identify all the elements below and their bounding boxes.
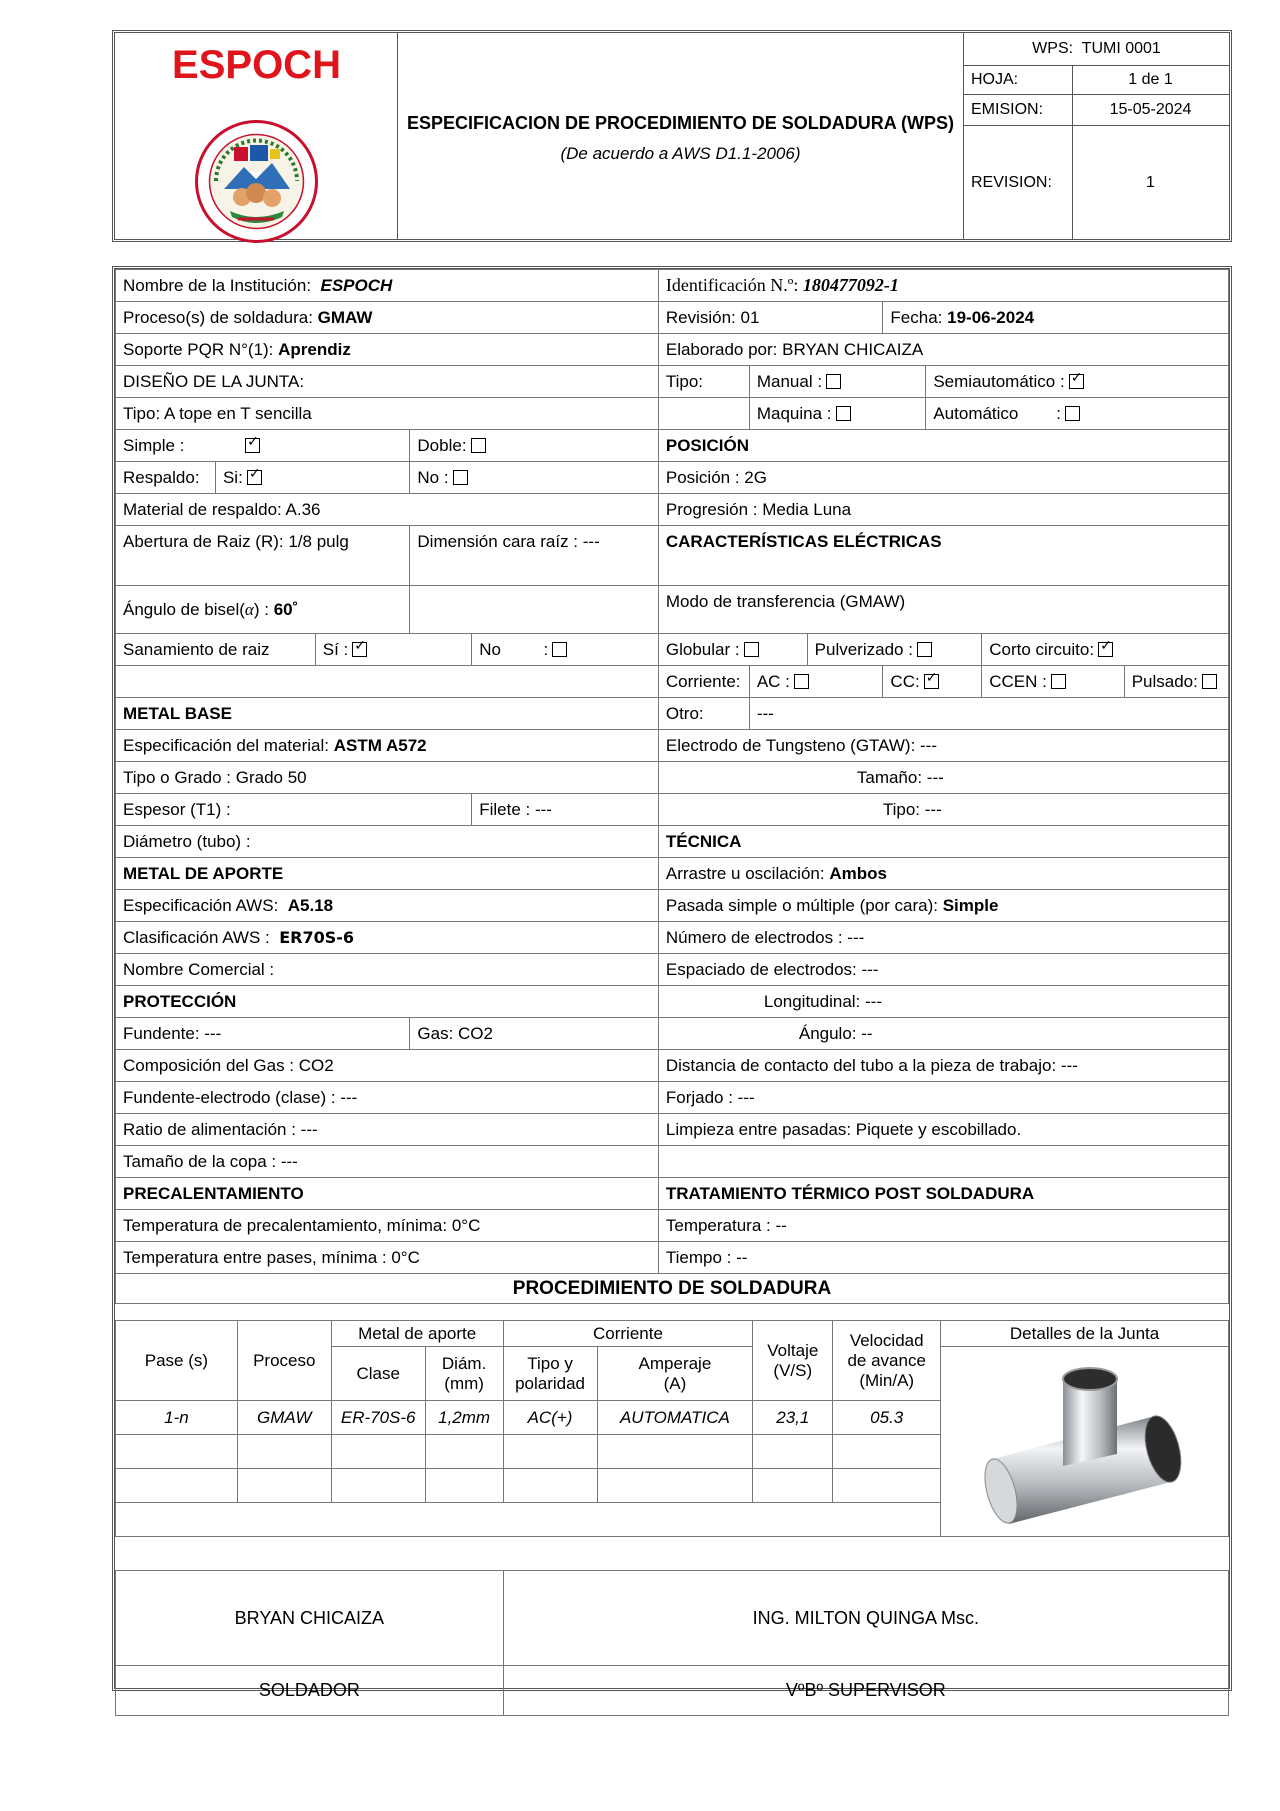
posicion-header: POSICIÓN bbox=[658, 430, 1228, 462]
tipo-polaridad-header: Tipo y polaridad bbox=[503, 1347, 597, 1401]
material-respaldo-cell: Material de respaldo: A.36 bbox=[116, 494, 659, 526]
automatico-checkbox[interactable] bbox=[1065, 406, 1080, 421]
tipo-gtaw-cell: Tipo: --- bbox=[658, 794, 1228, 826]
diam-value: 1,2mm bbox=[425, 1401, 503, 1435]
form-row bbox=[116, 302, 1229, 334]
empty-cell bbox=[658, 1146, 1228, 1178]
respaldo-no-checkbox[interactable] bbox=[453, 470, 468, 485]
pasada-value: Simple bbox=[942, 895, 999, 915]
soporte-value: Aprendiz bbox=[278, 339, 351, 359]
wps-value: TUMI 0001 bbox=[1081, 40, 1161, 57]
proceso-header: Proceso bbox=[237, 1321, 331, 1401]
clasificacion-aws-value: ER70S-6 bbox=[279, 927, 355, 947]
espec-material-value: ASTM A572 bbox=[333, 735, 427, 755]
arrastre-cell: Arrastre u oscilación: Ambos bbox=[658, 858, 1228, 890]
metal-base-header: METAL BASE bbox=[116, 698, 659, 730]
angulo-bisel-cell: Ángulo de bisel(α) : 60˚ bbox=[116, 586, 410, 634]
form-row bbox=[116, 890, 1229, 922]
pases-header: Pase (s) bbox=[116, 1321, 238, 1401]
ratio-alimentacion-cell: Ratio de alimentación : --- bbox=[116, 1114, 659, 1146]
cc-cell: CC:✓ bbox=[883, 666, 982, 698]
fundente-cell: Fundente: --- bbox=[116, 1018, 410, 1050]
temperatura-cell: Temperatura : -- bbox=[658, 1210, 1228, 1242]
nombre-comercial-cell: Nombre Comercial : bbox=[116, 954, 659, 986]
form-row bbox=[116, 398, 1229, 430]
doble-cell: Doble: bbox=[410, 430, 658, 462]
espec-aws-value: A5.18 bbox=[287, 895, 334, 915]
form-row bbox=[116, 858, 1229, 890]
dimension-cara-cell: Dimensión cara raíz : --- bbox=[410, 526, 658, 586]
amperaje-value: AUTOMATICA bbox=[597, 1401, 753, 1435]
espoch-logo-text: ESPOCH bbox=[172, 43, 341, 87]
form-row bbox=[116, 334, 1229, 366]
respaldo-cell: Respaldo: bbox=[116, 462, 216, 494]
caracteristicas-header: CARACTERÍSTICAS ELÉCTRICAS bbox=[658, 526, 1228, 586]
form-row bbox=[116, 954, 1229, 986]
identificacion-cell: Identificación N.º: 180477092-1 bbox=[658, 270, 1228, 302]
fecha-cell: Fecha: 19-06-2024 bbox=[883, 302, 1229, 334]
angulo-bisel-value: 60˚ bbox=[273, 599, 299, 619]
num-electrodos-cell: Número de electrodos : --- bbox=[658, 922, 1228, 954]
tipo-label-cell: Tipo: bbox=[658, 366, 749, 398]
form-row bbox=[116, 586, 1229, 634]
metal-aporte-col-header: Metal de aporte bbox=[331, 1321, 503, 1347]
detalles-junta-header: Detalles de la Junta bbox=[941, 1321, 1229, 1347]
respaldo-no-cell: No : bbox=[410, 462, 658, 494]
form-row bbox=[116, 826, 1229, 858]
form-row bbox=[116, 986, 1229, 1018]
corto-circuito-checkbox[interactable] bbox=[1098, 642, 1113, 657]
elaborado-cell: Elaborado por: BRYAN CHICAIZA bbox=[658, 334, 1228, 366]
corriente-col-header: Corriente bbox=[503, 1321, 753, 1347]
pulsado-cell: Pulsado: bbox=[1124, 666, 1228, 698]
abertura-cell: Abertura de Raiz (R): 1/8 pulg bbox=[116, 526, 410, 586]
pasada-cell: Pasada simple o múltiple (por cara): Simple bbox=[658, 890, 1228, 922]
form-row bbox=[116, 430, 1229, 462]
espesor-cell: Espesor (T1) : bbox=[116, 794, 472, 826]
supervisor-label: VºBº SUPERVISOR bbox=[503, 1666, 1228, 1716]
simple-checkbox[interactable] bbox=[245, 438, 260, 453]
sanamiento-cell: Sanamiento de raiz bbox=[116, 634, 316, 666]
identificacion-value: 180477092-1 bbox=[802, 275, 899, 295]
otro-value: --- bbox=[749, 698, 1228, 730]
diseno-junta-cell: DISEÑO DE LA JUNTA: bbox=[116, 366, 659, 398]
joint-image-cell bbox=[941, 1347, 1229, 1537]
voltaje-value: 23,1 bbox=[753, 1401, 833, 1435]
diametro-cell: Diámetro (tubo) : bbox=[116, 826, 659, 858]
temp-pases-cell: Temperatura entre pases, mínima : 0°C bbox=[116, 1242, 659, 1274]
respaldo-si-cell: Si:✓ bbox=[215, 462, 409, 494]
sanamiento-si-checkbox[interactable] bbox=[352, 642, 367, 657]
arrastre-value: Ambos bbox=[829, 863, 887, 883]
emision-label: EMISION: bbox=[971, 101, 1044, 118]
institucion-cell: Nombre de la Institución: ESPOCH bbox=[116, 270, 659, 302]
emision-row bbox=[964, 95, 1229, 126]
composicion-gas-cell: Composición del Gas : CO2 bbox=[116, 1050, 659, 1082]
temp-precalentamiento-cell: Temperatura de precalentamiento, mínima: 0°C bbox=[116, 1210, 659, 1242]
institucion-value: ESPOCH bbox=[320, 275, 393, 295]
globular-cell: Globular : bbox=[658, 634, 807, 666]
diam-header: Diám. (mm) bbox=[425, 1347, 503, 1401]
cc-checkbox[interactable] bbox=[924, 674, 939, 689]
clasificacion-aws-cell: Clasificación AWS : ER70S-6 bbox=[116, 922, 659, 954]
form-row bbox=[116, 1274, 1229, 1304]
form-row bbox=[116, 922, 1229, 954]
hoja-label: HOJA: bbox=[971, 71, 1019, 88]
metal-aporte-header: METAL DE APORTE bbox=[116, 858, 659, 890]
pase-value: 1-n bbox=[116, 1401, 238, 1435]
automatico-cell: Automático : bbox=[926, 398, 1229, 430]
gas-cell: Gas: CO2 bbox=[410, 1018, 658, 1050]
electrodo-tungsteno-cell: Electrodo de Tungsteno (GTAW): --- bbox=[658, 730, 1228, 762]
document-title: ESPECIFICACION DE PROCEDIMIENTO DE SOLDADURA (WPS) bbox=[406, 113, 955, 133]
sanamiento-si-cell: Sí :✓ bbox=[315, 634, 471, 666]
clase-value: ER-70S-6 bbox=[331, 1401, 425, 1435]
hoja-row bbox=[964, 66, 1229, 95]
tiempo-cell: Tiempo : -- bbox=[658, 1242, 1228, 1274]
empty-cell bbox=[410, 586, 658, 634]
form-row bbox=[116, 270, 1229, 302]
tecnica-header: TÉCNICA bbox=[658, 826, 1228, 858]
supervisor-name: ING. MILTON QUINGA Msc. bbox=[503, 1571, 1228, 1666]
tipo-junta-cell: Tipo: A tope en T sencilla bbox=[116, 398, 659, 430]
velocidad-header: Velocidad de avance (Min/A) bbox=[833, 1321, 941, 1401]
manual-cell: Manual : bbox=[749, 366, 926, 398]
espaciado-cell: Espaciado de electrodos: --- bbox=[658, 954, 1228, 986]
angulo-gtaw-cell: Ángulo: -- bbox=[658, 1018, 1228, 1050]
posicion-cell: Posición : 2G bbox=[658, 462, 1228, 494]
respaldo-si-checkbox[interactable] bbox=[247, 470, 262, 485]
form-row bbox=[116, 1018, 1229, 1050]
sanamiento-no-checkbox[interactable] bbox=[552, 642, 567, 657]
wps-label: WPS: bbox=[1032, 40, 1074, 57]
velocidad-value: 05.3 bbox=[833, 1401, 941, 1435]
form-row bbox=[116, 1146, 1229, 1178]
soporte-cell: Soporte PQR N°(1): Aprendiz bbox=[116, 334, 659, 366]
tee-pipe-icon bbox=[975, 1354, 1195, 1524]
revision-row bbox=[964, 126, 1229, 239]
voltaje-header: Voltaje (V/S) bbox=[753, 1321, 833, 1401]
ccen-cell: CCEN : bbox=[982, 666, 1124, 698]
doble-checkbox[interactable] bbox=[471, 438, 486, 453]
soldador-label: SOLDADOR bbox=[116, 1666, 504, 1716]
maquina-checkbox[interactable] bbox=[836, 406, 851, 421]
globular-checkbox[interactable] bbox=[744, 642, 759, 657]
form-row bbox=[116, 1050, 1229, 1082]
tamano-cell: Tamaño: --- bbox=[658, 762, 1228, 794]
form-row bbox=[116, 494, 1229, 526]
form-row bbox=[116, 1178, 1229, 1210]
form-table bbox=[115, 269, 1229, 1304]
tratamiento-header: TRATAMIENTO TÉRMICO POST SOLDADURA bbox=[658, 1178, 1228, 1210]
proteccion-header: PROTECCIÓN bbox=[116, 986, 659, 1018]
corto-circuito-cell: Corto circuito:✓ bbox=[982, 634, 1229, 666]
form-row bbox=[116, 366, 1229, 398]
fundente-electrodo-cell: Fundente-electrodo (clase) : --- bbox=[116, 1082, 659, 1114]
otro-cell: Otro: bbox=[658, 698, 749, 730]
wps-row bbox=[964, 33, 1229, 66]
longitudinal-cell: Longitudinal: --- bbox=[658, 986, 1228, 1018]
document-meta bbox=[964, 33, 1229, 239]
maquina-cell: Maquina : bbox=[749, 398, 926, 430]
modo-transferencia-cell: Modo de transferencia (GMAW) bbox=[658, 586, 1228, 634]
progresion-cell: Progresión : Media Luna bbox=[658, 494, 1228, 526]
proceso-cell: Proceso(s) de soldadura: GMAW bbox=[116, 302, 659, 334]
emision-value: 15-05-2024 bbox=[1109, 101, 1192, 118]
form-row bbox=[116, 762, 1229, 794]
filete-cell: Filete : --- bbox=[472, 794, 659, 826]
form-row bbox=[116, 698, 1229, 730]
alpha-symbol: α bbox=[244, 599, 254, 619]
semiautomatico-cell: Semiautomático :✓ bbox=[926, 366, 1229, 398]
proceso-value: GMAW bbox=[317, 307, 373, 327]
wps-form bbox=[112, 266, 1232, 1700]
pulverizado-checkbox[interactable] bbox=[917, 642, 932, 657]
ac-checkbox[interactable] bbox=[794, 674, 809, 689]
semiautomatico-checkbox[interactable] bbox=[1069, 374, 1084, 389]
procedure-table bbox=[115, 1320, 1229, 1537]
form-row bbox=[116, 1210, 1229, 1242]
document-header bbox=[112, 30, 1232, 242]
fecha-value: 19-06-2024 bbox=[947, 307, 1035, 327]
precalentamiento-header: PRECALENTAMIENTO bbox=[116, 1178, 659, 1210]
revision-form-cell: Revisión: 01 bbox=[658, 302, 883, 334]
espoch-seal-icon bbox=[194, 119, 319, 244]
limpieza-cell: Limpieza entre pasadas: Piquete y escobillado. bbox=[658, 1114, 1228, 1146]
corriente-cell: Corriente: bbox=[658, 666, 749, 698]
revision-label: REVISION: bbox=[971, 174, 1052, 191]
tipo-value: AC(+) bbox=[503, 1401, 597, 1435]
document-subtitle: (De acuerdo a AWS D1.1-2006) bbox=[560, 144, 801, 163]
form-row bbox=[116, 794, 1229, 826]
espec-aws-cell: Especificación AWS: A5.18 bbox=[116, 890, 659, 922]
amperaje-header: Amperaje (A) bbox=[597, 1347, 753, 1401]
espec-material-cell: Especificación del material: ASTM A572 bbox=[116, 730, 659, 762]
form-row bbox=[116, 1114, 1229, 1146]
form-row bbox=[116, 526, 1229, 586]
sanamiento-no-cell: No : bbox=[472, 634, 659, 666]
hoja-value: 1 de 1 bbox=[1128, 71, 1173, 88]
signatures-table bbox=[115, 1570, 1229, 1716]
tamano-copa-cell: Tamaño de la copa : --- bbox=[116, 1146, 659, 1178]
form-row bbox=[116, 730, 1229, 762]
logo-cell bbox=[115, 33, 398, 239]
soldador-name: BRYAN CHICAIZA bbox=[116, 1571, 504, 1666]
empty-cell bbox=[116, 666, 659, 698]
ccen-checkbox[interactable] bbox=[1051, 674, 1066, 689]
title-cell bbox=[398, 33, 964, 239]
empty-cell bbox=[658, 398, 749, 430]
distancia-contacto-cell: Distancia de contacto del tubo a la pieza de trabajo: --- bbox=[658, 1050, 1228, 1082]
form-row bbox=[116, 666, 1229, 698]
form-row bbox=[116, 1242, 1229, 1274]
clase-header: Clase bbox=[331, 1347, 425, 1401]
procedimiento-title: PROCEDIMIENTO DE SOLDADURA bbox=[116, 1274, 1229, 1304]
tipo-grado-cell: Tipo o Grado : Grado 50 bbox=[116, 762, 659, 794]
form-row bbox=[116, 462, 1229, 494]
form-row bbox=[116, 634, 1229, 666]
pulsado-checkbox[interactable] bbox=[1202, 674, 1217, 689]
simple-cell: Simple : ✓ bbox=[116, 430, 410, 462]
form-row bbox=[116, 1082, 1229, 1114]
pulverizado-cell: Pulverizado : bbox=[807, 634, 982, 666]
proceso-value: GMAW bbox=[237, 1401, 331, 1435]
revision-value: 1 bbox=[1146, 174, 1155, 191]
manual-checkbox[interactable] bbox=[826, 374, 841, 389]
ac-cell: AC : bbox=[749, 666, 883, 698]
forjado-cell: Forjado : --- bbox=[658, 1082, 1228, 1114]
